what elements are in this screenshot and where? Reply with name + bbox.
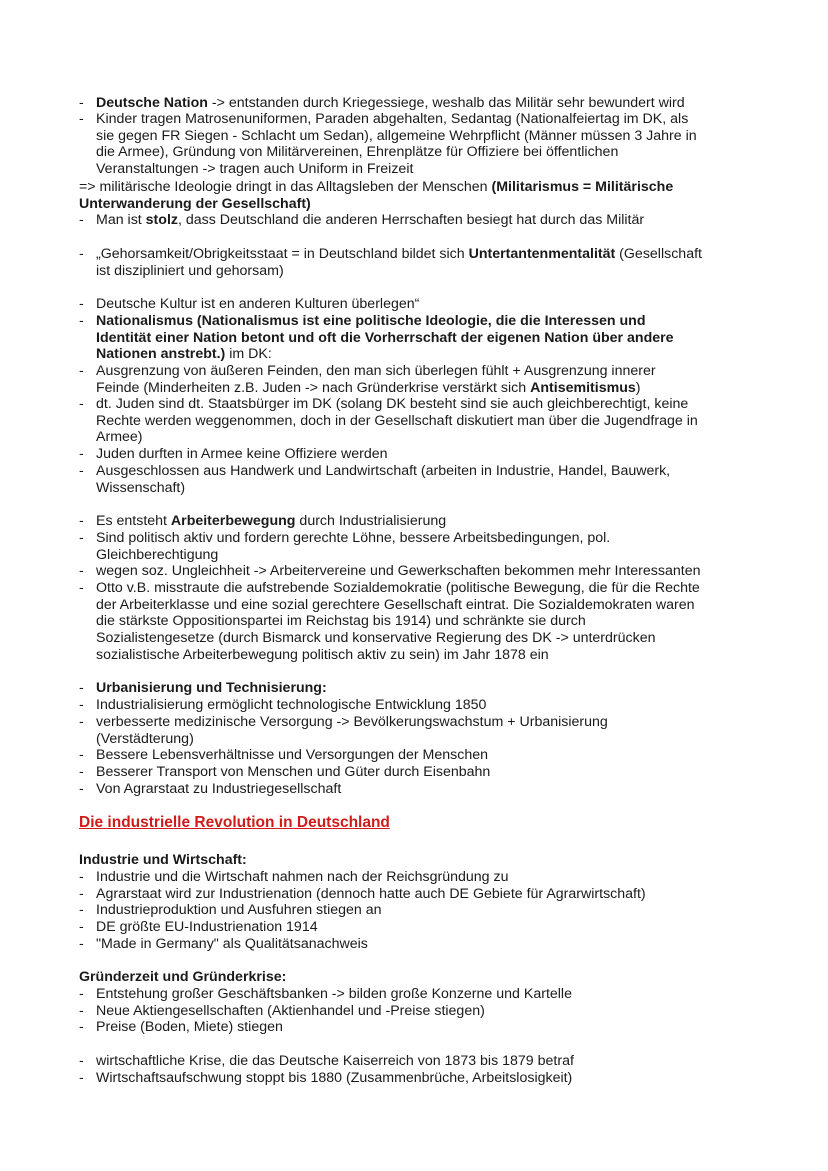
- bullet-dash: -: [79, 919, 84, 935]
- bullet-dash: -: [79, 95, 84, 111]
- text-run: Preise (Boden, Miete) stiegen: [96, 1019, 283, 1035]
- bullet-text-line: [96, 346, 272, 363]
- text-run: Wissenschaft): [96, 479, 186, 496]
- bold-text: Industrie und Wirtschaft:: [79, 852, 247, 868]
- bullet-text-line: [96, 480, 185, 497]
- bold-text: Unterwanderung der Gesellschaft): [79, 195, 311, 212]
- bullet-text-line: [96, 413, 698, 430]
- text-run: Rechte werden weggenommen, doch in der Gesellschaft diskutiert man über die Jugendfrage in: [96, 412, 698, 429]
- bullet-text-line: [96, 902, 382, 919]
- text-run: Ausgeschlossen aus Handwerk und Landwirtschaft (arbeiten in Industrie, Handel, Bauwerk,: [96, 463, 671, 479]
- text-run: durch Industrialisierung: [295, 513, 447, 529]
- text-run: Agrarstaat wird zur Industrienation (dennoch hatte auch DE Gebiete für Agrarwirtschaft): [96, 886, 646, 902]
- bullet-dash: -: [79, 1053, 84, 1069]
- bullet-dash: -: [79, 869, 84, 885]
- bullet-dash: -: [79, 530, 84, 546]
- bullet-dash: -: [79, 563, 84, 579]
- bullet-dash: -: [79, 296, 84, 312]
- bold-text: Nationalismus (Nationalismus ist eine politische Ideologie, die die Interessen und: [96, 313, 646, 329]
- bold-text: (Militarismus = Militärische: [491, 179, 674, 195]
- text-run: sie gegen FR Siegen - Schlacht um Sedan), allgemeine Wehrpflicht (Männer müssen 3 Jahre in: [96, 127, 697, 144]
- bullet-text-line: [96, 869, 508, 886]
- text-run: Armee): [96, 429, 143, 446]
- bullet-text-line: [96, 1019, 283, 1036]
- text-run: ): [635, 379, 641, 396]
- text-run: Deutsche Kultur ist en anderen Kulturen überlegen“: [96, 296, 420, 312]
- bullet-dash: -: [79, 747, 84, 763]
- bold-text: Untertantenmentalität: [468, 246, 616, 262]
- bullet-text-line: [96, 463, 670, 480]
- text-run: der Arbeiterklasse und eine sozial gerechtere Gesellschaft eintrat. Die Sozialdemokraten waren: [96, 596, 695, 613]
- section-heading: [79, 815, 390, 832]
- bullet-text-line: [96, 986, 572, 1003]
- bold-text: Arbeiterbewegung: [170, 513, 296, 529]
- bullet-dash: -: [79, 396, 84, 412]
- bullet-dash: -: [79, 111, 84, 127]
- bullet-text-line: [96, 161, 413, 178]
- bullet-text-line: [96, 680, 327, 697]
- text-run: wirtschaftliche Krise, die das Deutsche Kaiserreich von 1873 bis 1879 betraf: [96, 1053, 574, 1069]
- bullet-text-line: [96, 95, 685, 112]
- text-run: "Made in Germany" als Qualitätsanachweis: [96, 936, 368, 952]
- bullet-text-line: [96, 547, 218, 564]
- bullet-text-line: [96, 263, 284, 280]
- bullet-text-line: [96, 396, 688, 413]
- bullet-dash: -: [79, 580, 84, 596]
- bullet-dash: -: [79, 936, 84, 952]
- bullet-text-line: [96, 764, 490, 781]
- bullet-text-line: [96, 313, 646, 330]
- bullet-dash: -: [79, 363, 84, 379]
- text-run: Feinde (Minderheiten z.B. Juden -> nach Gründerkrise verstärkt sich: [96, 379, 531, 396]
- bullet-dash: -: [79, 246, 84, 262]
- text-run: Industrialisierung ermöglicht technologische Entwicklung 1850: [96, 697, 487, 713]
- text-line: [79, 852, 247, 869]
- bullet-text-line: [96, 330, 674, 347]
- bullet-text-line: [96, 597, 695, 614]
- text-run: dt. Juden sind dt. Staatsbürger im DK (solang DK besteht sind sie auch gleichberechtigt, keine: [96, 396, 689, 412]
- text-run: Es entsteht: [96, 513, 171, 529]
- bullet-text-line: [96, 647, 549, 664]
- bullet-text-line: [96, 380, 641, 397]
- bullet-text-line: [96, 296, 419, 313]
- bold-text: stolz: [145, 212, 178, 228]
- bullet-dash: -: [79, 212, 84, 228]
- bold-text: Identität einer Nation betont und oft die Vorherrschaft der eigenen Nation über andere: [96, 329, 674, 346]
- bullet-dash: -: [79, 764, 84, 780]
- text-run: Kinder tragen Matrosenuniformen, Paraden abgehalten, Sedantag (Nationalfeiertag im DK, als: [96, 111, 689, 127]
- text-run: ist diszipliniert und gehorsam): [96, 262, 284, 279]
- bullet-text-line: [96, 212, 644, 229]
- bullet-text-line: [96, 919, 318, 936]
- bullet-text-line: [96, 246, 702, 263]
- text-run: Wirtschaftsaufschwung stoppt bis 1880 (Zusammenbrüche, Arbeitslosigkeit): [96, 1070, 573, 1086]
- bullet-text-line: [96, 886, 646, 903]
- bullet-dash: -: [79, 313, 84, 329]
- bullet-text-line: [96, 731, 194, 748]
- text-run: sozialistische Arbeiterbewegung politisch aktiv zu sein) im Jahr 1878 ein: [96, 646, 549, 663]
- bullet-text-line: [96, 111, 688, 128]
- bullet-text-line: [96, 563, 700, 580]
- bullet-dash: -: [79, 697, 84, 713]
- bullet-text-line: [96, 128, 697, 145]
- text-run: Gleichberechtigung: [96, 546, 219, 563]
- bullet-dash: -: [79, 902, 84, 918]
- bullet-text-line: [96, 714, 608, 731]
- text-run: => militärische Ideologie dringt in das Alltagsleben der Menschen: [79, 179, 492, 195]
- text-run: Sind politisch aktiv und fordern gerechte Löhne, bessere Arbeitsbedingungen, pol.: [96, 530, 611, 546]
- bullet-dash: -: [79, 463, 84, 479]
- text-run: Otto v.B. misstraute die aufstrebende Sozialdemokratie (politische Bewegung, die für die Rechte: [96, 580, 700, 596]
- bullet-text-line: [96, 446, 388, 463]
- bullet-dash: -: [79, 1019, 84, 1035]
- text-run: Besserer Transport von Menschen und Güter durch Eisenbahn: [96, 764, 491, 780]
- text-run: Industrie und die Wirtschaft nahmen nach der Reichsgründung zu: [96, 869, 509, 885]
- text-run: DE größte EU-Industrienation 1914: [96, 919, 318, 935]
- text-run: Bessere Lebensverhältnisse und Versorgungen der Menschen: [96, 747, 488, 763]
- bullet-text-line: [96, 1003, 485, 1020]
- bullet-text-line: [96, 781, 341, 798]
- text-run: Sozialistengesetze (durch Bismarck und konservative Regierung des DK -> unterdrücken: [96, 630, 656, 647]
- bullet-text-line: [96, 429, 143, 446]
- bullet-text-line: [96, 613, 586, 630]
- text-run: (Gesellschaft: [615, 246, 702, 262]
- text-run: Entstehung großer Geschäftsbanken -> bilden große Konzerne und Kartelle: [96, 986, 572, 1002]
- bullet-dash: -: [79, 680, 84, 696]
- text-line: [79, 196, 311, 213]
- text-run: Juden durften in Armee keine Offiziere werden: [96, 446, 388, 462]
- text-line: [79, 179, 673, 196]
- bullet-text-line: [96, 747, 488, 764]
- text-line: [79, 969, 286, 986]
- text-run: Ausgrenzung von äußeren Feinden, den man sich überlegen fühlt + Ausgrenzung innerer: [96, 363, 656, 379]
- bullet-dash: -: [79, 1070, 84, 1086]
- text-run: -> entstanden durch Kriegessiege, weshalb das Militär sehr bewundert wird: [207, 95, 685, 111]
- text-run: die Armee), Gründung von Militärvereinen, Ehrenplätze für Offiziere bei öffentlichen: [96, 144, 619, 161]
- text-run: verbesserte medizinische Versorgung -> Bevölkerungswachstum + Urbanisierung: [96, 714, 608, 730]
- bullet-text-line: [96, 530, 610, 547]
- text-run: Die industrielle Revolution in Deutschland: [79, 814, 390, 831]
- text-run: Von Agrarstaat zu Industriegesellschaft: [96, 781, 342, 797]
- bullet-dash: -: [79, 446, 84, 462]
- bullet-dash: -: [79, 781, 84, 797]
- bullet-text-line: [96, 513, 446, 530]
- text-run: die stärkste Oppositionspartei im Reichstag bis 1914) und schränkte sie durch: [96, 613, 586, 630]
- bullet-text-line: [96, 936, 368, 953]
- bullet-dash: -: [79, 886, 84, 902]
- bullet-text-line: [96, 363, 656, 380]
- bullet-text-line: [96, 630, 656, 647]
- bullet-text-line: [96, 1053, 574, 1070]
- bullet-text-line: [96, 580, 700, 597]
- bullet-text-line: [96, 1070, 572, 1087]
- bullet-text-line: [96, 144, 618, 161]
- bullet-dash: -: [79, 513, 84, 529]
- bold-text: Gründerzeit und Gründerkrise:: [79, 969, 287, 985]
- bullet-dash: -: [79, 1003, 84, 1019]
- text-run: „Gehorsamkeit/Obrigkeitsstaat = in Deutschland bildet sich: [96, 246, 469, 262]
- bold-text: Deutsche Nation: [96, 95, 208, 111]
- bullet-dash: -: [79, 986, 84, 1002]
- bullet-text-line: [96, 697, 486, 714]
- text-run: Neue Aktiengesellschaften (Aktienhandel und -Preise stiegen): [96, 1003, 485, 1019]
- text-run: im DK:: [225, 346, 272, 363]
- bold-text: Antisemitismus: [530, 379, 636, 396]
- text-run: , dass Deutschland die anderen Herrschaften besiegt hat durch das Militär: [178, 212, 645, 228]
- text-run: Man ist: [96, 212, 146, 228]
- text-run: Industrieproduktion und Ausfuhren stiegen an: [96, 902, 382, 918]
- bold-text: Nationen anstrebt.): [96, 346, 226, 363]
- text-run: Veranstaltungen -> tragen auch Uniform in Freizeit: [96, 161, 414, 178]
- text-run: (Verstädterung): [96, 730, 194, 747]
- text-run: wegen soz. Ungleichheit -> Arbeitervereine und Gewerkschaften bekommen mehr Interessanten: [96, 563, 701, 579]
- bold-text: Urbanisierung und Technisierung:: [96, 680, 327, 696]
- bullet-dash: -: [79, 714, 84, 730]
